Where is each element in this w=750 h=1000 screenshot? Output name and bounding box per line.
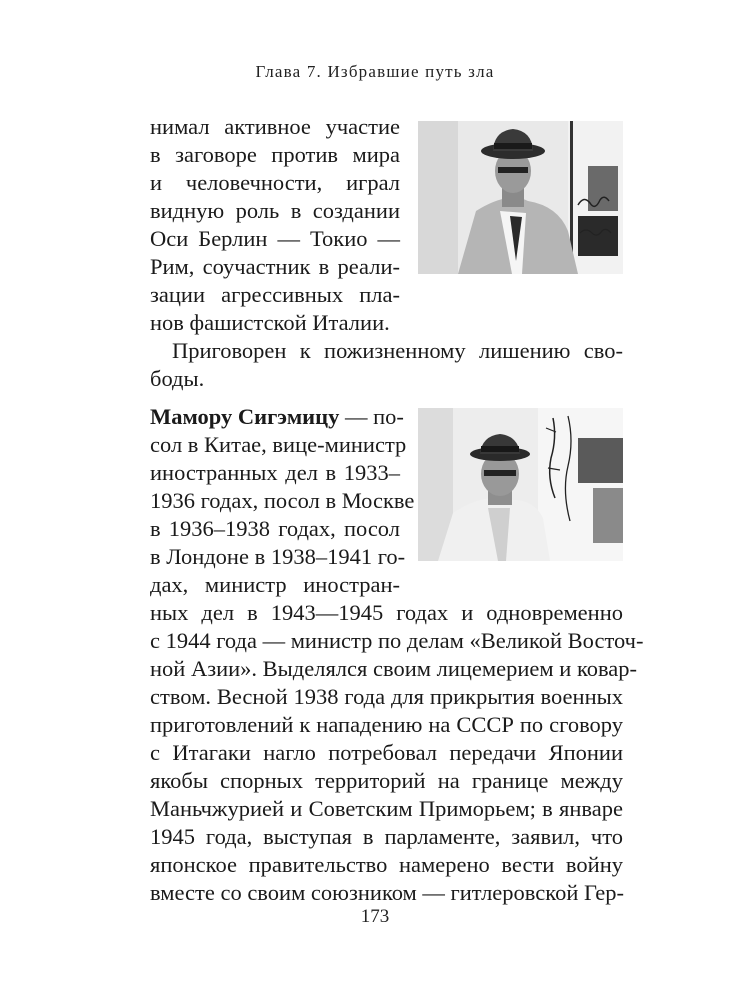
text-line: ной Азии». Выделялся своим лицемерием и ковар- xyxy=(150,656,638,681)
text-line: 1936 годах, посол в Москве xyxy=(150,488,415,513)
entry-first-line: Мамору Сигэмицу — по- xyxy=(150,404,404,429)
text-line: якобы спорных территорий на границе между xyxy=(150,768,623,793)
text-line: Рим, соучастник в реали- xyxy=(150,254,400,279)
verdict-line: боды. xyxy=(150,366,205,391)
person-name: Мамору Сигэмицу xyxy=(150,404,340,429)
text-line: ством. Весной 1938 года для прикрытия военных xyxy=(150,684,623,709)
chapter-header: Глава 7. Избравшие путь зла xyxy=(255,62,495,81)
text-line: 1945 года, выступая в парламенте, заявил, что xyxy=(150,824,623,849)
text-line: в Лондоне в 1938–1941 го- xyxy=(150,544,406,569)
text-line: вместе со своим союзником — гитлеровской Гер- xyxy=(150,880,625,905)
text-line: в заговоре против мира xyxy=(150,142,400,167)
text-line: и человечности, играл xyxy=(150,170,400,195)
text-line: нимал активное участие xyxy=(150,114,400,139)
text-line: Маньчжурией и Советским Приморьем; в январе xyxy=(150,796,623,821)
text-line: с 1944 года — министр по делам «Великой Восточ- xyxy=(150,628,644,653)
page-number: 173 xyxy=(360,906,390,927)
text-line: зации агрессивных пла- xyxy=(150,282,400,307)
text-line: видную роль в создании xyxy=(150,198,400,223)
text-line: Оси Берлин — Токио — xyxy=(150,226,400,251)
text-line: нов фашистской Италии. xyxy=(150,310,390,335)
verdict-line: Приговорен к пожизненному лишению сво- xyxy=(172,338,623,363)
text-line: с Итагаки нагло потребовал передачи Японии xyxy=(150,740,623,765)
text-line: в 1936–1938 годах, посол xyxy=(150,516,400,541)
text-line: ных дел в 1943—1945 годах и одновременно xyxy=(150,600,623,625)
portrait-photo-1 xyxy=(418,121,623,274)
text-line: японское правительство намерено вести войну xyxy=(150,852,623,877)
text-line: сол в Китае, вице-министр xyxy=(150,432,407,457)
text-line: иностранных дел в 1933– xyxy=(150,460,400,485)
text-line: приготовлений к нападению на СССР по сговору xyxy=(150,712,623,737)
text-line: дах, министр иностран- xyxy=(150,572,400,597)
portrait-photo-2 xyxy=(418,408,623,561)
